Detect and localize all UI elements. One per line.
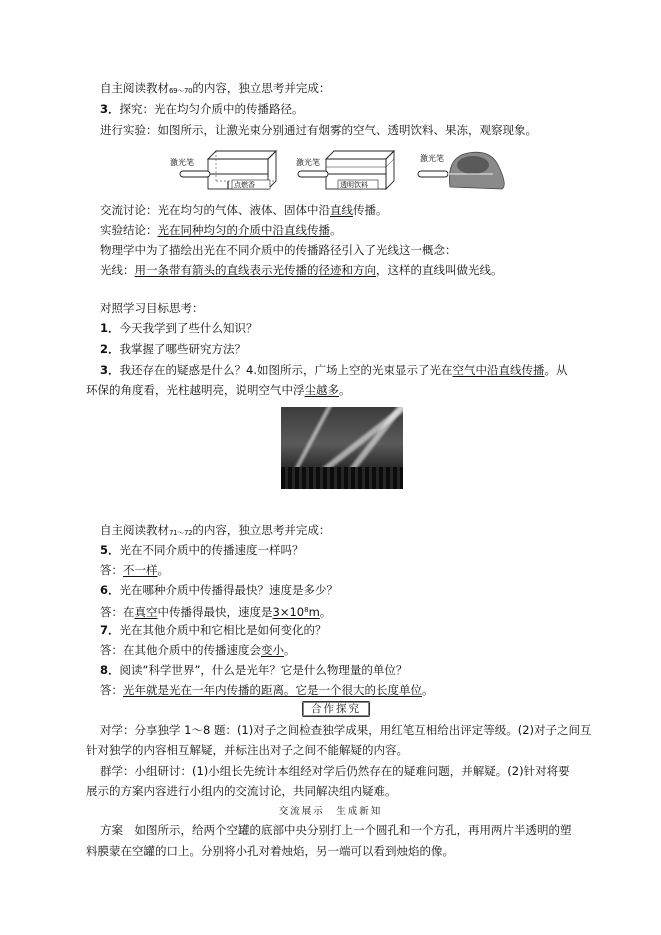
laser-pen-icon [180, 171, 210, 177]
laser-label-1: 激光笔 [170, 158, 194, 167]
reflection-q1: 1．今天我学到了些什么知识？ [100, 321, 258, 335]
reflection-q3-cont: 环保的角度看，光柱越明亮，说明空气中浮尘越多。 [86, 383, 351, 397]
question-5: 5．光在不同介质中的传播速度一样吗？ [100, 543, 304, 557]
laser-pen-icon [298, 171, 328, 177]
pair-study-line-2: 针对独学的内容相互解疑，并标注出对子之间不能解疑的内容。 [86, 743, 408, 757]
reflection-title: 对照学习目标思考： [100, 301, 204, 315]
cooperative-inquiry-heading: 合作探究 [302, 701, 370, 717]
box-label-drink: 透明饮料 [340, 181, 368, 189]
answer-6: 答：在真空中传播得最快，速度是$3\times 10^8m$。 [100, 605, 332, 619]
laser-label-3: 激光笔 [420, 154, 444, 163]
answer-8: 答：光年就是光在一年内传播的距离。它是一个很大的长度单位。 [100, 683, 434, 697]
answer-7: 答：在其他介质中的传播速度会变小。 [100, 643, 296, 657]
group-study-line-1: 群学：小组研讨：(1)小组长先统计本组经对学后仍然存在的疑难问题，并解疑。(2)针对将要 [100, 764, 570, 778]
question-7: 7．光在其他介质中和它相比是如何变化的？ [100, 623, 327, 637]
drink-box [296, 151, 394, 189]
laser-label-2: 激光笔 [296, 158, 320, 167]
physics-concept-text: 物理学中为了描绘出光在不同介质中的传播路径引入了光线这一概念： [100, 243, 457, 257]
light-ray-definition: 光线：用一条带有箭头的直线表示光传播的径迹和方向，这样的直线叫做光线。 [100, 263, 503, 277]
discussion-text: 交流讨论：光在均匀的气体、液体、固体中沿直线传播。 [100, 203, 388, 217]
smoke-box [170, 151, 276, 189]
reading-intro-2: 自主阅读教材71～72的内容，独立思考并完成： [100, 523, 331, 537]
question-6: 6．光在哪种介质中传播得最快？速度是多少？ [100, 583, 339, 597]
reflection-q2: 2．我掌握了哪些研究方法？ [100, 342, 247, 356]
question-8: 8．阅读“科学世界”，什么是光年？它是什么物理量的单位？ [100, 663, 408, 677]
page-range: 69～70 [169, 87, 193, 95]
page-range: 71～72 [169, 529, 193, 537]
exchange-subheading: 交流展示 生成新知 [278, 806, 383, 817]
laser-pen-icon [418, 171, 448, 177]
group-study-line-2: 展示的方案内容进行小组内的交流讨论，共同解决组内疑难。 [86, 784, 397, 798]
reflection-q3: 3．我还存在的疑惑是什么？4.如图所示，广场上空的光束显示了光在空气中沿直线传播。从 [100, 363, 568, 377]
light-speed-value: $3\times 10^8m$ [272, 605, 320, 619]
experiment-figure [168, 147, 508, 193]
box-label-incense: 点燃香 [234, 181, 255, 189]
pair-study-line-1: 对学：分享独学 1～8 题：(1)对子之间检查独学成果，用红笔互相给出评定等级。(2)对子之间互 [100, 723, 592, 737]
question-3: 3．探究：光在均匀介质中的传播路径。 [100, 102, 304, 116]
conclusion-text: 实验结论：光在同种均匀的介质中沿直线传播。 [100, 223, 342, 237]
reading-intro-1: 自主阅读教材69～70的内容，独立思考并完成： [100, 81, 331, 95]
answer-5: 答：不一样。 [100, 563, 169, 577]
plan-line-1: 方案 如图所示，给两个空罐的底部中央分别打上一个圆孔和一个方孔，再用两片半透明的塑 [100, 823, 572, 837]
square-light-beams-photo [281, 407, 403, 489]
plan-line-2: 料膜蒙在空罐的口上。分别将小孔对着烛焰，另一端可以看到烛焰的像。 [86, 844, 454, 858]
experiment-text: 进行实验：如图所示，让激光束分别通过有烟雾的空气、透明饮料、果冻，观察现象。 [100, 123, 537, 137]
jelly-setup [418, 152, 504, 189]
